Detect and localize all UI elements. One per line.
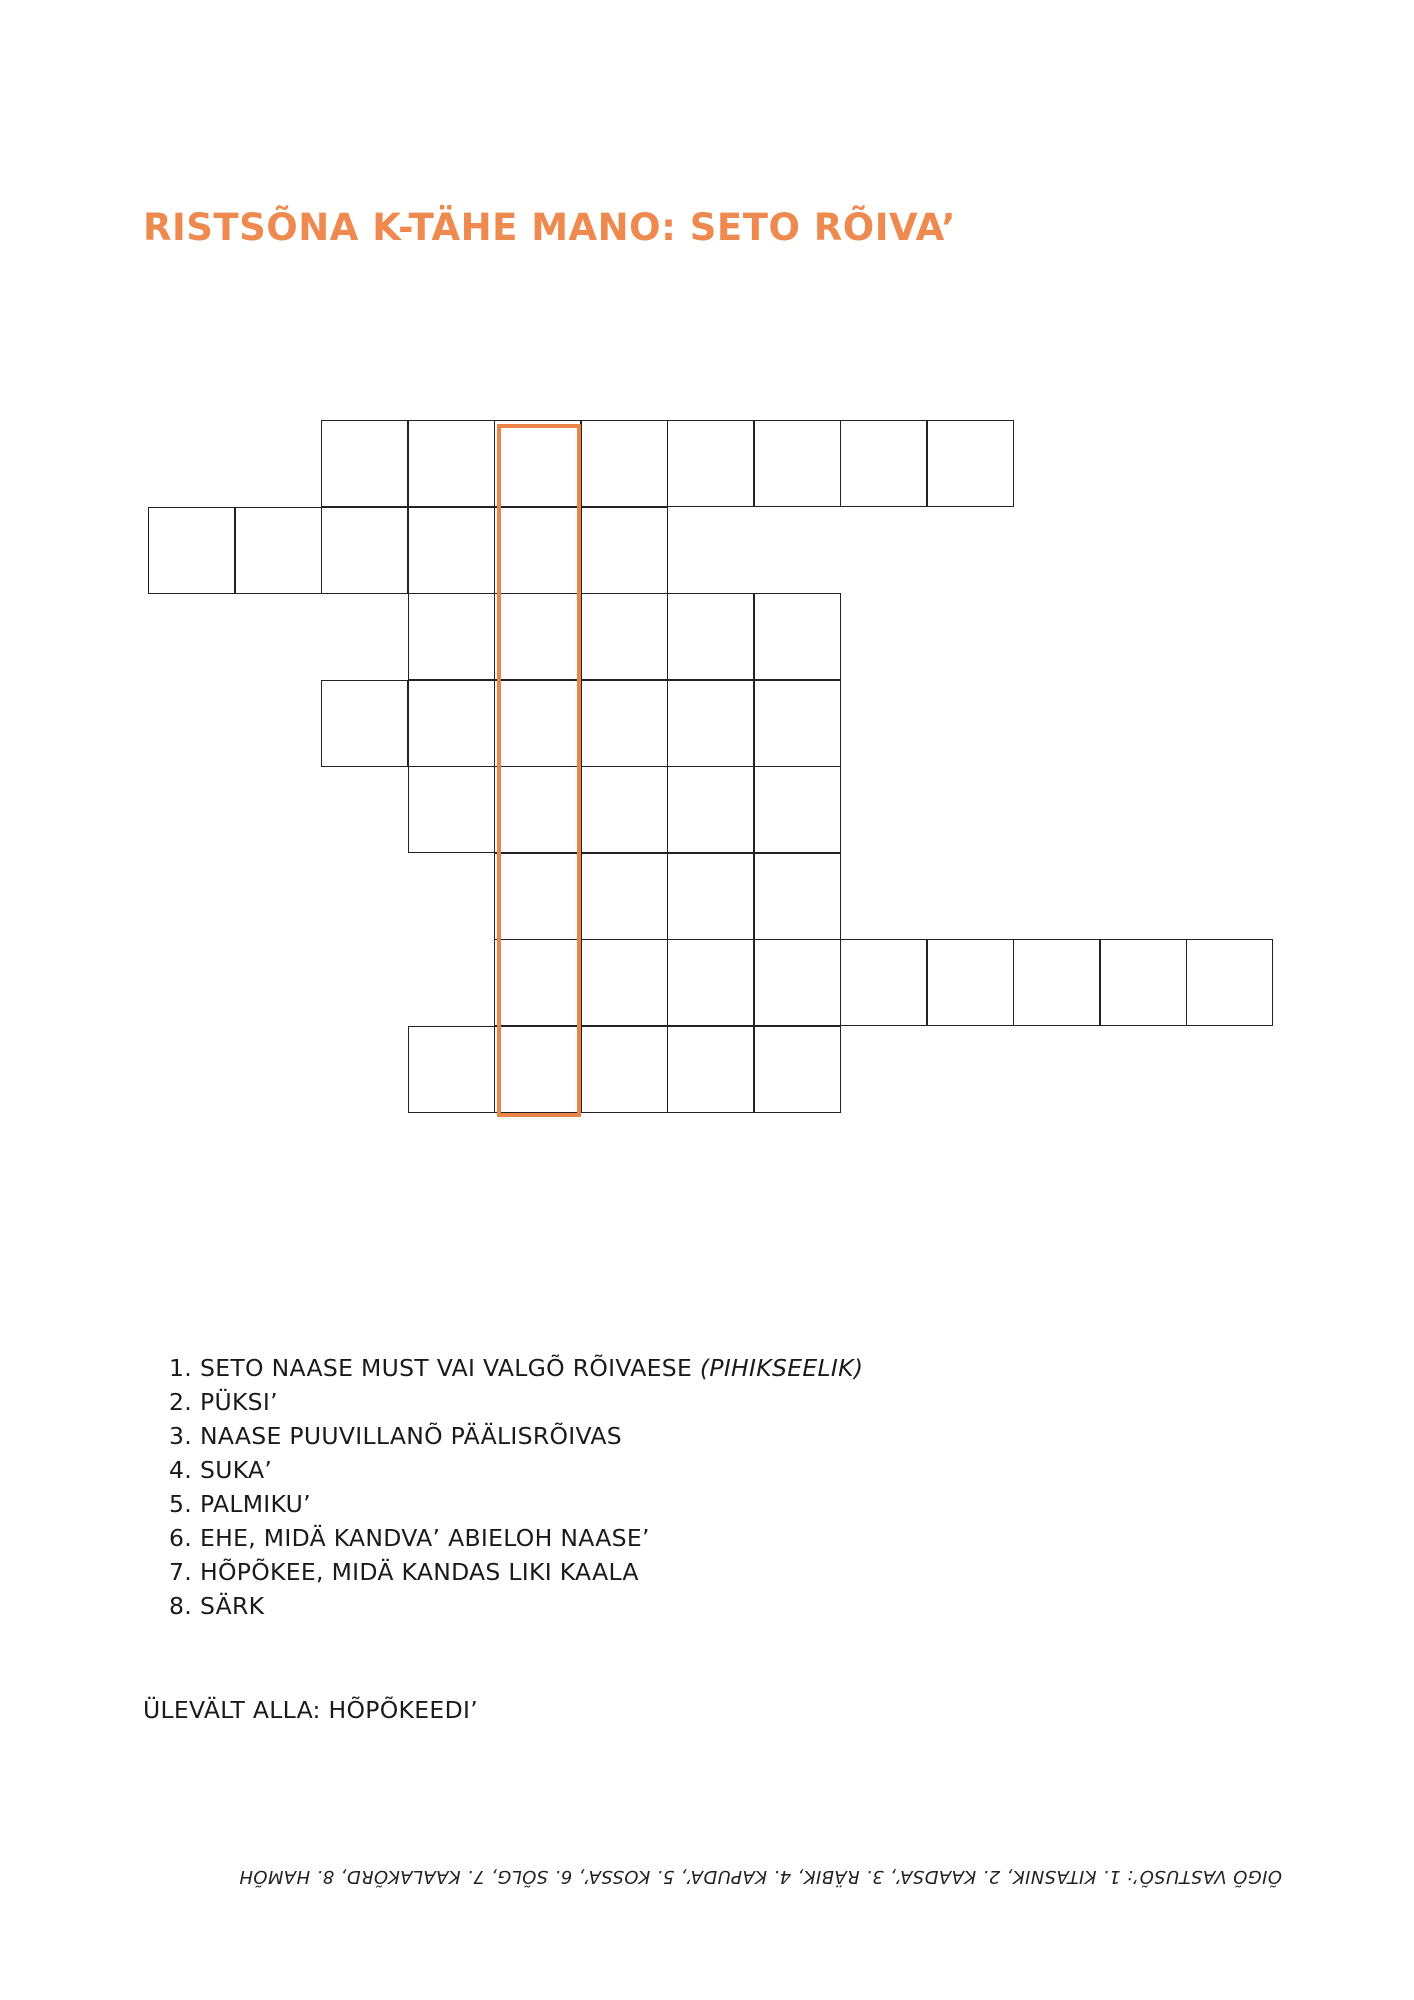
crossword-cell-r2-c2[interactable] (235, 507, 322, 594)
crossword-cell-r1-c8[interactable] (927, 420, 1014, 507)
clue-text: HÕPÕKEE, MIDÄ KANDAS LIKI KAALA (200, 1558, 639, 1586)
crossword-cell-r7-c6[interactable] (927, 939, 1014, 1026)
clue-number: 5. (168, 1490, 192, 1518)
clue-number: 8. (168, 1592, 192, 1620)
crossword-cell-r7-c9[interactable] (1186, 939, 1273, 1026)
clue-number: 3. (168, 1422, 192, 1450)
clue-number: 1. (168, 1354, 192, 1382)
clue-item (156, 1419, 863, 1453)
crossword-cell-r8-c3[interactable] (581, 1026, 668, 1113)
clue-item (156, 1521, 863, 1555)
clue-item (156, 1351, 863, 1385)
crossword-cell-r3-c5[interactable] (754, 593, 841, 680)
crossword-cell-r1-c6[interactable] (754, 420, 841, 507)
crossword-cell-r5-c4[interactable] (667, 766, 754, 853)
answer-key-upside-down: ÕIGÕ VASTUSÕ’: 1. KITASNIK, 2. KAADSA’, 3. RÄBIK, 4. KAPUDA’, 5. KOSSA’, 6. SÕLG, 7. KAALAKÕRD, 8. HAMÕH (239, 1866, 1282, 1887)
crossword-cell-r1-c1[interactable] (321, 420, 408, 507)
crossword-cell-r4-c4[interactable] (581, 680, 668, 767)
crossword-cell-r1-c2[interactable] (408, 420, 495, 507)
crossword-cell-r3-c4[interactable] (667, 593, 754, 680)
crossword-cell-r6-c4[interactable] (754, 853, 841, 940)
clue-number: 4. (168, 1456, 192, 1484)
crossword-cell-r6-c3[interactable] (667, 853, 754, 940)
crossword-cell-r5-c2[interactable] (494, 766, 581, 853)
clue-text: SETO NAASE MUST VAI VALGÕ RÕIVAESE (200, 1354, 700, 1382)
crossword-cell-r5-c1[interactable] (408, 766, 495, 853)
clue-item (156, 1589, 863, 1623)
crossword-cell-r8-c1[interactable] (408, 1026, 495, 1113)
crossword-cell-r7-c2[interactable] (581, 939, 668, 1026)
clue-text: NAASE PUUVILLANÕ PÄÄLISRÕIVAS (200, 1422, 622, 1450)
clue-list (156, 1351, 863, 1623)
crossword-cell-r3-c3[interactable] (581, 593, 668, 680)
clue-item (156, 1555, 863, 1589)
crossword-cell-r3-c2[interactable] (494, 593, 581, 680)
crossword-cell-r8-c2[interactable] (494, 1026, 581, 1113)
crossword-cell-r7-c1[interactable] (494, 939, 581, 1026)
crossword-cell-r4-c2[interactable] (408, 680, 495, 767)
crossword-cell-r2-c5[interactable] (494, 507, 581, 594)
crossword-cell-r2-c4[interactable] (408, 507, 495, 594)
clue-item (156, 1385, 863, 1419)
crossword-cell-r6-c2[interactable] (581, 853, 668, 940)
crossword-cell-r7-c3[interactable] (667, 939, 754, 1026)
clue-hint: (PIHIKSEELIK) (699, 1354, 864, 1382)
crossword-cell-r4-c6[interactable] (754, 680, 841, 767)
clue-number: 6. (168, 1524, 192, 1552)
down-clue: ÜLEVÄLT ALLA: HÕPÕKEEDI’ (143, 1696, 478, 1724)
clue-text: SÄRK (200, 1592, 265, 1620)
crossword-cell-r1-c7[interactable] (840, 420, 927, 507)
clue-item (156, 1487, 863, 1521)
crossword-cell-r7-c7[interactable] (1013, 939, 1100, 1026)
crossword-cell-r8-c4[interactable] (667, 1026, 754, 1113)
crossword-cell-r8-c5[interactable] (754, 1026, 841, 1113)
crossword-cell-r7-c8[interactable] (1100, 939, 1187, 1026)
crossword-cell-r5-c3[interactable] (581, 766, 668, 853)
crossword-cell-r2-c3[interactable] (321, 507, 408, 594)
clue-text: PALMIKU’ (200, 1490, 311, 1518)
crossword-cell-r2-c1[interactable] (148, 507, 235, 594)
crossword-cell-r7-c4[interactable] (754, 939, 841, 1026)
crossword-cell-r5-c5[interactable] (754, 766, 841, 853)
clue-number: 7. (168, 1558, 192, 1586)
page-title: RISTSÕNA K-TÄHE MANO: SETO RÕIVA’ (143, 206, 956, 249)
crossword-cell-r1-c3[interactable] (494, 420, 581, 507)
clue-text: EHE, MIDÄ KANDVA’ ABIELOH NAASE’ (200, 1524, 650, 1552)
crossword-cell-r4-c3[interactable] (494, 680, 581, 767)
clue-item (156, 1453, 863, 1487)
clue-text: SUKA’ (200, 1456, 273, 1484)
crossword-cell-r3-c1[interactable] (408, 593, 495, 680)
clue-text: PÜKSI’ (200, 1388, 278, 1416)
clue-number: 2. (168, 1388, 192, 1416)
crossword-cell-r7-c5[interactable] (840, 939, 927, 1026)
crossword-cell-r2-c6[interactable] (581, 507, 668, 594)
crossword-cell-r6-c1[interactable] (494, 853, 581, 940)
crossword-cell-r4-c5[interactable] (667, 680, 754, 767)
crossword-cell-r1-c5[interactable] (667, 420, 754, 507)
crossword-cell-r4-c1[interactable] (321, 680, 408, 767)
crossword-cell-r1-c4[interactable] (581, 420, 668, 507)
